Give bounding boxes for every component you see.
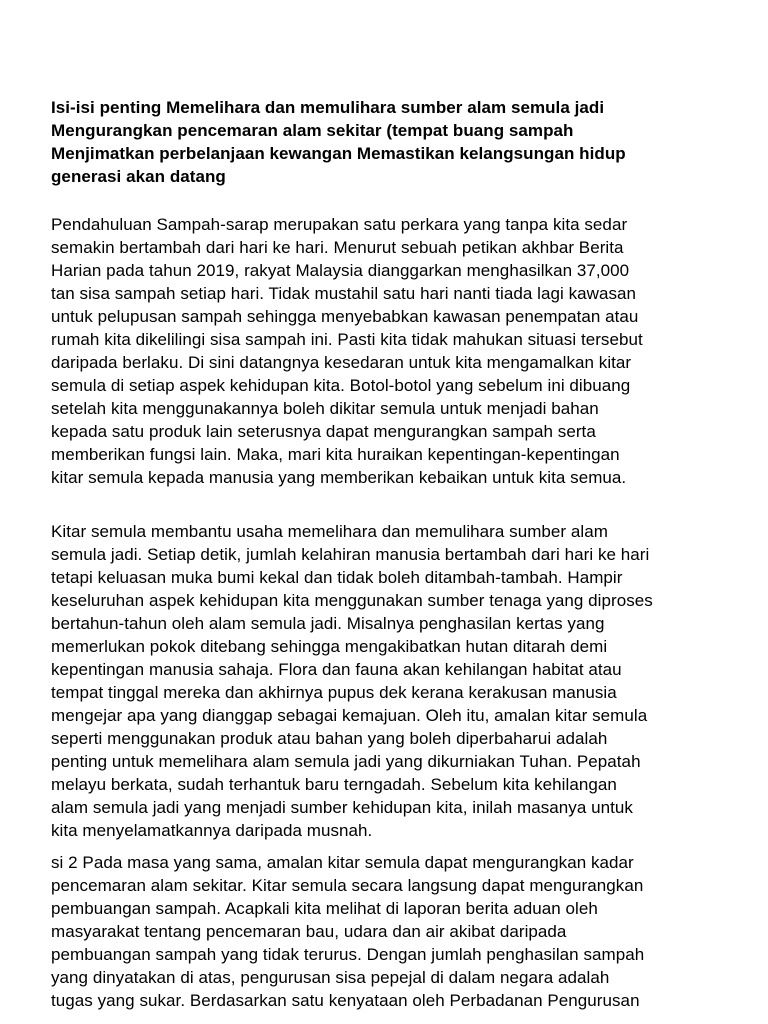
body-paragraph-1 (51, 520, 731, 842)
text-line: semula jadi. Setiap detik, jumlah kelahiran manusia bertambah dari hari ke hari (51, 545, 650, 564)
text-line: Pendahuluan Sampah-sarap merupakan satu perkara yang tanpa kita sedar (51, 215, 628, 234)
body-paragraph-2 (51, 851, 731, 1012)
heading-line: Menjimatkan perbelanjaan kewangan Memastikan kelangsungan hidup (51, 144, 626, 163)
key-points-heading (51, 96, 731, 188)
text-line: kepentingan manusia sahaja. Flora dan fauna akan kehilangan habitat atau (51, 660, 622, 679)
text-line: seperti menggunakan produk atau bahan yang boleh diperbaharui adalah (51, 729, 608, 748)
text-line: pembuangan sampah. Acapkali kita melihat di laporan berita aduan oleh (51, 899, 598, 918)
text-line: Kitar semula membantu usaha memelihara dan memulihara sumber alam (51, 522, 608, 541)
text-line: kepada satu produk lain seterusnya dapat mengurangkan sampah serta (51, 422, 596, 441)
text-line: alam semula jadi yang menjadi sumber kehidupan kita, inilah masanya untuk (51, 798, 633, 817)
text-line: tempat tinggal mereka dan akhirnya pupus dek kerana kerakusan manusia (51, 683, 617, 702)
text-line: semula di setiap aspek kehidupan kita. Botol-botol yang sebelum ini dibuang (51, 376, 631, 395)
text-line: yang dinyatakan di atas, pengurusan sisa pepejal di dalam negara adalah (51, 968, 610, 987)
text-line: memerlukan pokok ditebang sehingga mengakibatkan hutan ditarah demi (51, 637, 608, 656)
text-line: bertahun-tahun oleh alam semula jadi. Misalnya penghasilan kertas yang (51, 614, 605, 633)
text-line: tan sisa sampah setiap hari. Tidak mustahil satu hari nanti tiada lagi kawasan (51, 284, 637, 303)
text-line: tetapi keluasan muka bumi kekal dan tidak boleh ditambah-tambah. Hampir (51, 568, 623, 587)
text-line: tugas yang sukar. Berdasarkan satu kenyataan oleh Perbadanan Pengurusan (51, 991, 640, 1010)
text-line: masyarakat tentang pencemaran bau, udara dan air akibat daripada (51, 922, 567, 941)
text-line: kitar semula kepada manusia yang memberikan kebaikan untuk kita semua. (51, 468, 627, 487)
text-line: memberikan fungsi lain. Maka, mari kita huraikan kepentingan-kepentingan (51, 445, 620, 464)
text-line: pembuangan sampah yang tidak terurus. Dengan jumlah penghasilan sampah (51, 945, 645, 964)
text-line: rumah kita dikelilingi sisa sampah ini. Pasti kita tidak mahukan situasi tersebut (51, 330, 643, 349)
introduction-paragraph (51, 213, 731, 489)
heading-line: generasi akan datang (51, 167, 226, 186)
text-line: setelah kita menggunakannya boleh dikitar semula untuk menjadi bahan (51, 399, 599, 418)
text-line: untuk pelupusan sampah sehingga menyebabkan kawasan penempatan atau (51, 307, 639, 326)
text-line: si 2 Pada masa yang sama, amalan kitar semula dapat mengurangkan kadar (51, 853, 634, 872)
text-line: melayu berkata, sudah terhantuk baru terngadah. Sebelum kita kehilangan (51, 775, 617, 794)
heading-line: Mengurangkan pencemaran alam sekitar (tempat buang sampah (51, 121, 574, 140)
text-line: keseluruhan aspek kehidupan kita menggunakan sumber tenaga yang diproses (51, 591, 653, 610)
text-line: mengejar apa yang dianggap sebagai kemajuan. Oleh itu, amalan kitar semula (51, 706, 648, 725)
heading-line: Isi-isi penting Memelihara dan memulihara sumber alam semula jadi (51, 98, 605, 117)
text-line: Harian pada tahun 2019, rakyat Malaysia dianggarkan menghasilkan 37,000 (51, 261, 630, 280)
text-line: penting untuk memelihara alam semula jadi yang dikurniakan Tuhan. Pepatah (51, 752, 641, 771)
text-line: daripada berlaku. Di sini datangnya kesedaran untuk kita mengamalkan kitar (51, 353, 632, 372)
text-line: pencemaran alam sekitar. Kitar semula secara langsung dapat mengurangkan (51, 876, 644, 895)
text-line: kita menyelamatkannya daripada musnah. (51, 821, 373, 840)
text-line: semakin bertambah dari hari ke hari. Menurut sebuah petikan akhbar Berita (51, 238, 624, 257)
